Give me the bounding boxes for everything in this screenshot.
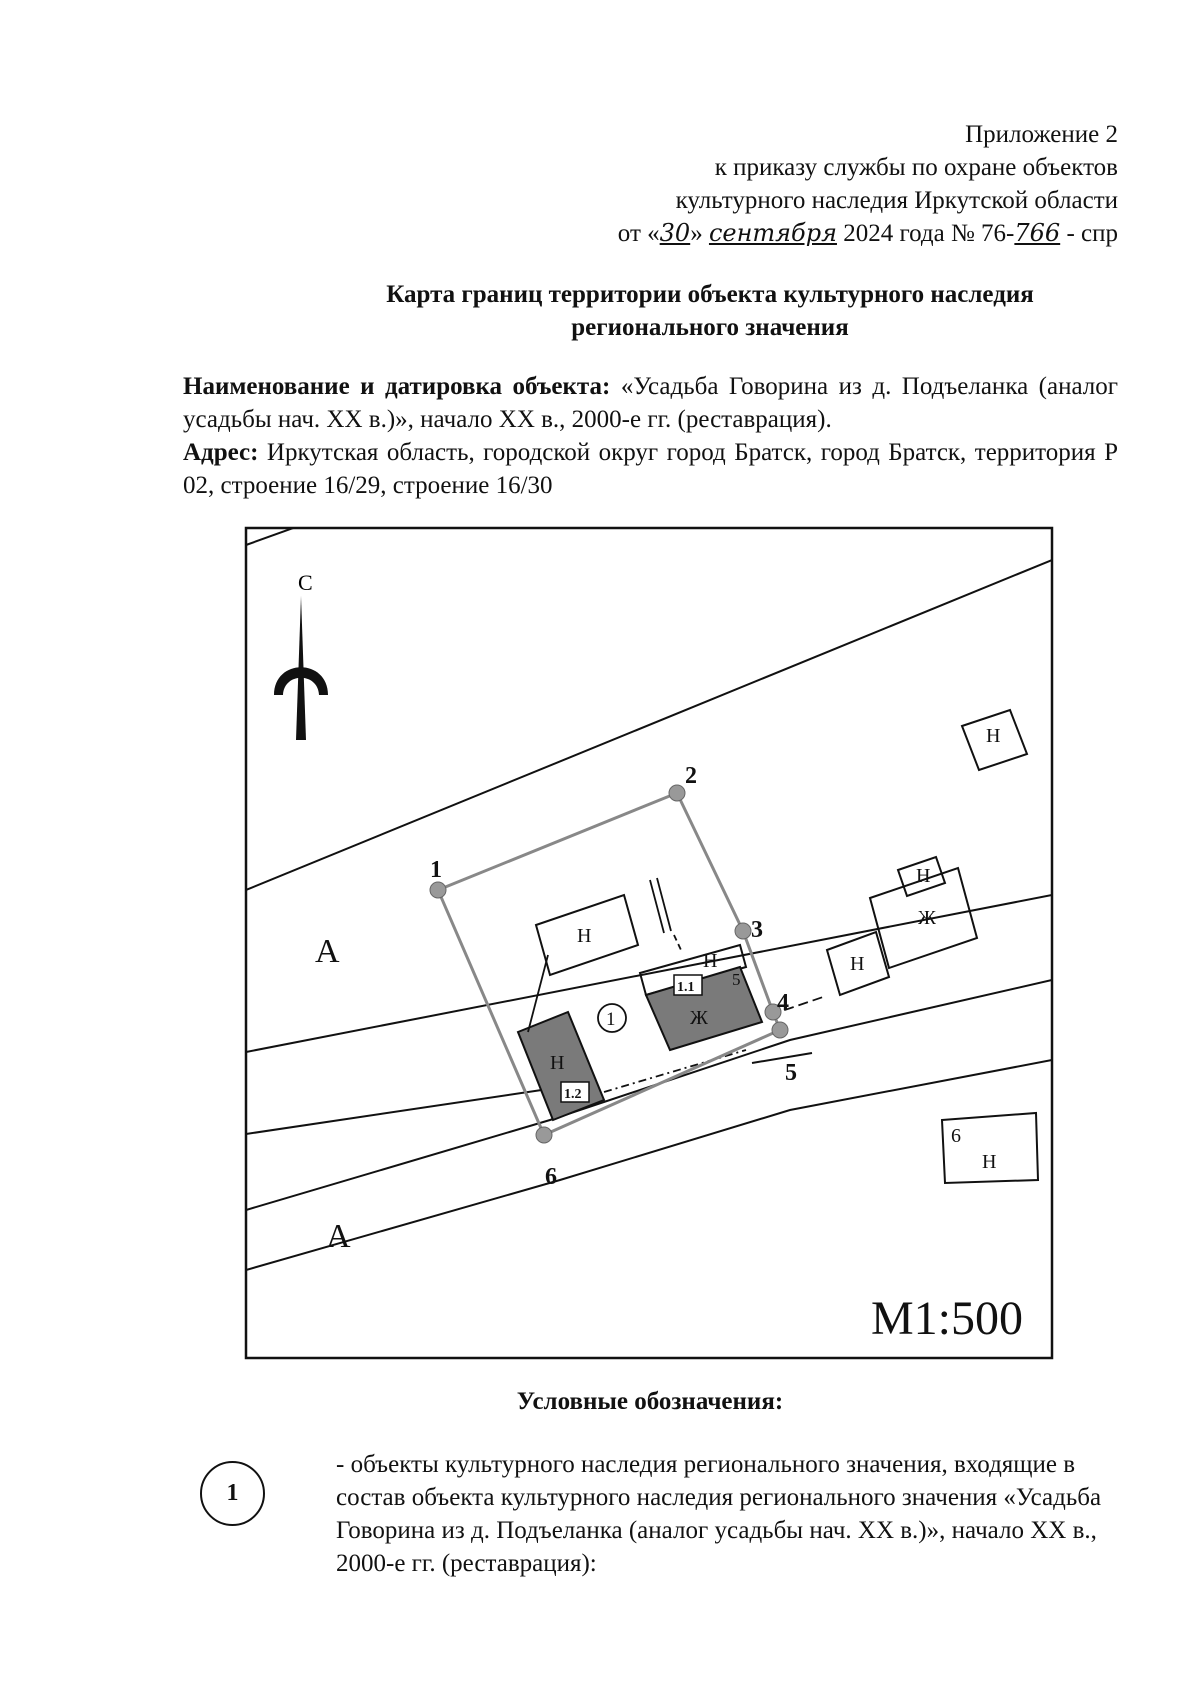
map-frame: [246, 528, 1052, 1358]
north-label: С: [298, 570, 313, 595]
object-1-1-label: 1.1: [677, 980, 695, 995]
handwritten-number: 766: [1014, 219, 1061, 247]
label-zh: Ж: [690, 1007, 708, 1029]
date-year: 2024 года № 76-: [836, 220, 1015, 247]
label-zh: Ж: [918, 907, 936, 929]
object-name-value: «Усадьба Говорина из д. Подъеланка (аналог усадьбы нач. XX в.)», начало XX в., 2000-е гг. (реставрация).: [183, 373, 1118, 433]
address-label: Адрес:: [183, 439, 259, 466]
boundary-point-6: [536, 1127, 552, 1143]
point-label-1: 1: [430, 857, 442, 883]
road-label-upper: А: [315, 933, 340, 970]
road-label-lower: А: [326, 1218, 351, 1255]
object-1-2-label: 1.2: [564, 1087, 582, 1102]
label-n: Н: [577, 925, 592, 947]
date-prefix: от «: [617, 220, 660, 247]
title-line-1: Карта границ территории объекта культурного наследия: [386, 281, 1034, 308]
point-label-5: 5: [785, 1060, 797, 1086]
label-n: Н: [703, 950, 718, 972]
lot-number: 6: [951, 1125, 961, 1147]
legend-object-symbol: 1: [200, 1461, 265, 1526]
label-n: Н: [982, 1151, 997, 1173]
boundary-point-2: [669, 785, 685, 801]
label-n: Н: [986, 725, 1001, 747]
appendix-line-3: культурного наследия Иркутской области: [675, 187, 1118, 214]
handwritten-month: сентября: [708, 219, 837, 247]
road-line: [246, 255, 1052, 545]
label-n: Н: [550, 1052, 565, 1074]
floors-label: 5: [732, 970, 741, 989]
legend-title: Условные обозначения:: [516, 1388, 784, 1415]
label-n: Н: [850, 953, 865, 975]
legend-description: - объекты культурного наследия регионального значения, входящие в состав объекта культурного наследия регионального значения «Усадьба Говорина из д. Подъеланка (аналог усадьбы нач. XX в.)», начало XX в., 2000-е гг. (реставрация):: [336, 1451, 1102, 1577]
appendix-line-1: Приложение 2: [965, 121, 1118, 148]
boundary-point-3: [735, 923, 751, 939]
point-label-3: 3: [751, 917, 763, 943]
point-label-2: 2: [685, 763, 697, 789]
point-label-4: 4: [777, 990, 789, 1016]
object-name-label: Наименование и датировка объекта:: [183, 373, 611, 400]
object-marker-number: 1: [606, 1009, 616, 1030]
appendix-line-2: к приказу службы по охране объектов: [714, 154, 1118, 181]
label-n: Н: [916, 865, 931, 887]
handwritten-day: 30: [659, 219, 691, 247]
boundary-point-1: [430, 882, 446, 898]
date-mid: »: [690, 220, 709, 247]
point-label-6: 6: [545, 1164, 557, 1190]
title-line-2: регионального значения: [571, 314, 849, 341]
boundary-point-5: [772, 1022, 788, 1038]
number-suffix: - спр: [1060, 220, 1118, 247]
address-value: Иркутская область, городской округ город Братск, город Братск, территория Р 02, строение 16/29, строение 16/30: [183, 439, 1118, 499]
scale-label: М1:500: [871, 1292, 1024, 1345]
